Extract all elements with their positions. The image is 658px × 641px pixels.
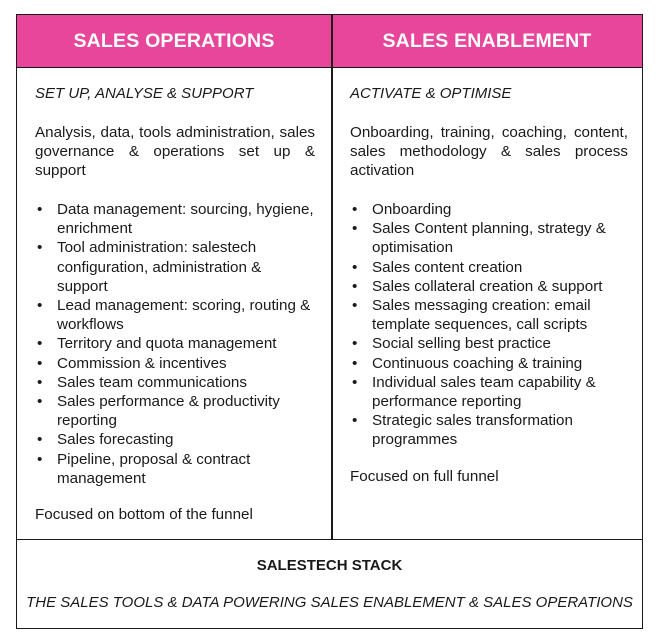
- sales-operations-subtitle: SET UP, ANALYSE & SUPPORT: [35, 85, 254, 102]
- column-divider: [331, 15, 333, 539]
- list-item: • Sales Content planning, strategy & optimisation: [350, 219, 628, 257]
- comparison-table: [16, 14, 643, 629]
- list-item: • Sales content creation: [350, 258, 628, 277]
- list-item: • Sales forecasting: [35, 430, 315, 449]
- sales-enablement-cell: [350, 68, 628, 539]
- sales-operations-note: Focused on bottom of the funnel: [35, 506, 253, 523]
- sales-enablement-list: [350, 200, 628, 450]
- list-item: • Lead management: scoring, routing & workflows: [35, 296, 315, 334]
- salestech-stack-subtitle: THE SALES TOOLS & DATA POWERING SALES ENABLEMENT & SALES OPERATIONS: [26, 594, 633, 611]
- list-item: • Onboarding: [350, 200, 628, 219]
- list-item: • Territory and quota management: [35, 334, 315, 353]
- sales-enablement-header: SALES ENABLEMENT: [333, 15, 642, 67]
- list-item: • Continuous coaching & training: [350, 354, 628, 373]
- sales-operations-description: Analysis, data, tools administration, sales governance & operations set up & support: [35, 124, 315, 180]
- salestech-stack-row: [17, 539, 642, 628]
- list-item: • Tool administration: salestech configuration, administration & support: [35, 238, 315, 296]
- header-row: [17, 15, 642, 68]
- list-item: • Commission & incentives: [35, 354, 315, 373]
- list-item: • Sales performance & productivity reporting: [35, 392, 315, 430]
- sales-operations-list: [35, 200, 315, 488]
- sales-operations-cell: [35, 68, 315, 539]
- sales-enablement-note: Focused on full funnel: [350, 468, 499, 485]
- list-item: • Strategic sales transformation programmes: [350, 411, 628, 449]
- list-item: • Sales messaging creation: email template sequences, call scripts: [350, 296, 628, 334]
- list-item: • Pipeline, proposal & contract management: [35, 450, 315, 488]
- list-item: • Sales collateral creation & support: [350, 277, 628, 296]
- list-item: • Individual sales team capability & performance reporting: [350, 373, 628, 411]
- list-item: • Social selling best practice: [350, 334, 628, 353]
- sales-enablement-subtitle: ACTIVATE & OPTIMISE: [350, 85, 512, 102]
- list-item: • Sales team communications: [35, 373, 315, 392]
- salestech-stack-title: SALESTECH STACK: [256, 557, 403, 574]
- list-item: • Data management: sourcing, hygiene, enrichment: [35, 200, 315, 238]
- sales-operations-header: SALES OPERATIONS: [17, 15, 331, 67]
- sales-enablement-description: Onboarding, training, coaching, content, sales methodology & sales process activation: [350, 124, 628, 180]
